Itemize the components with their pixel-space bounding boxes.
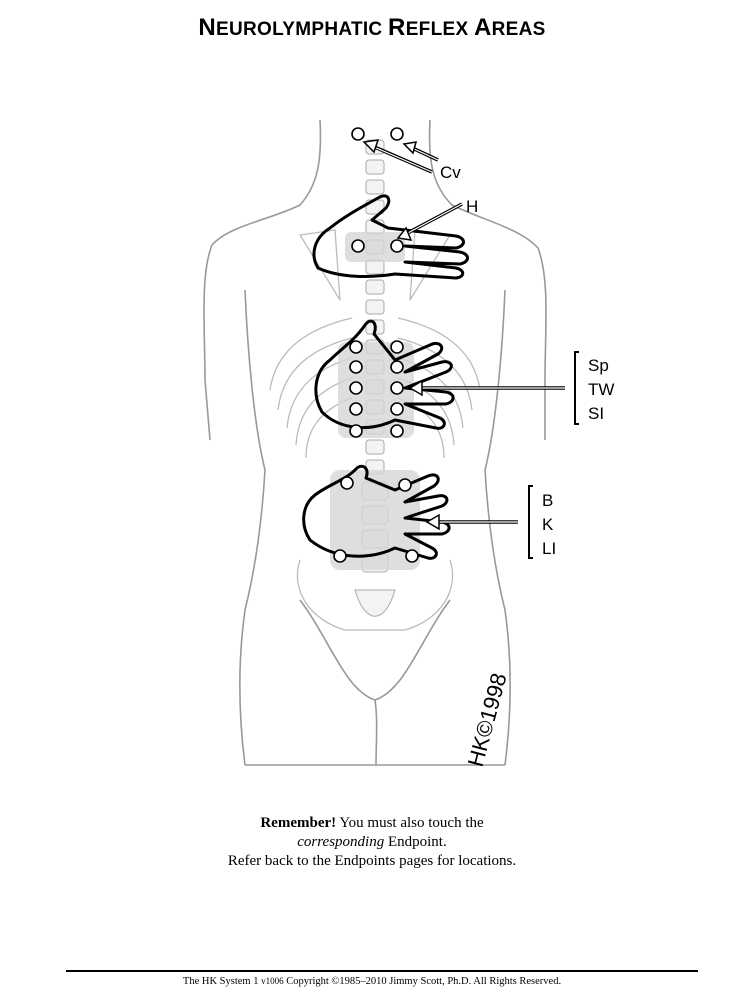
reminder-note: Remember! You must also touch the corresponding Endpoint. Refer back to the Endpoints pages for locations. [0, 814, 744, 871]
page-title: NEUROLYMPHATIC REFLEX AREAS [198, 14, 546, 41]
label-li: LI [542, 539, 557, 558]
reminder-bold: Remember! [260, 815, 337, 831]
label-k: K [542, 515, 554, 534]
watermark: HK©1998 [462, 670, 512, 770]
label-b: B [542, 491, 554, 510]
label-sp: Sp [588, 356, 609, 375]
reminder-italic: corresponding [297, 834, 385, 850]
label-brackets [529, 352, 579, 558]
label-si: SI [588, 404, 605, 423]
label-tw: TW [588, 380, 615, 399]
reminder-line3: Refer back to the Endpoints pages for locations. [227, 853, 517, 869]
label-h: H [466, 197, 479, 216]
footer: The HK System 1 v1006 Copyright ©1985–2010 Jimmy Scott, Ph.D. All Rights Reserved. [182, 976, 562, 987]
footer-rule [66, 970, 698, 972]
label-cv: Cv [440, 163, 461, 182]
